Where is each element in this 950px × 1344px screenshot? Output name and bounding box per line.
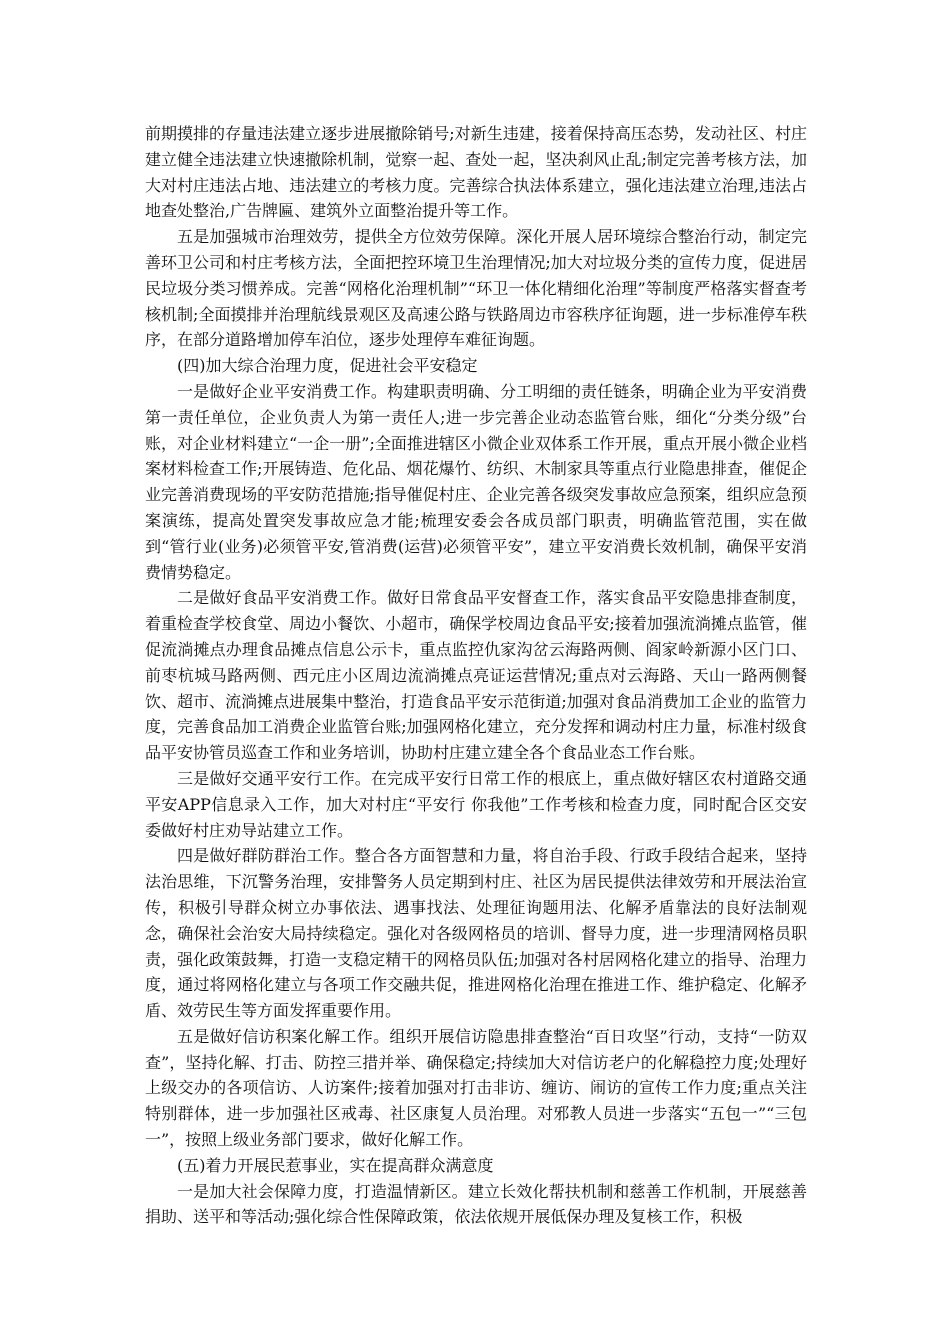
paragraph-6: 四是做好群防群治工作。整合各方面智慧和力量，将自治手段、行政手段结合起来，坚持法治思维，下沉警务治理，安排警务人员定期到村庄、社区为居民提供法律效劳和开展法治宣传，积极引导群众树立办事依法、遇事找法、处理征询题用法、化解矛盾靠法的良好法制观念，确保社会治安大局持续稳定。强化对各级网格员的培训、督导力度，进一步理清网格员职责，强化政策鼓舞，打造一支稳定精干的网格员队伍;加强对各村居网格化建立的指导、治理力度，通过将网格化建立与各项工作交融共促，推进网格化治理在推进工作、维护稳定、化解矛盾、效劳民生等方面发挥重要作用。	[145, 846, 807, 1021]
paragraph-1: 前期摸排的存量违法建立逐步进展撤除销号;对新生违建，接着保持高压态势，发动社区、村庄建立健全违法建立快速撤除机制，觉察一起、查处一起，坚决刹风止乱;制定完善考核方法，加大对村庄违法占地、违法建立的考核力度。完善综合执法体系建立，强化违法建立治理,违法占地查处整治,广告牌匾、建筑外立面整治提升等工作。	[145, 124, 807, 221]
paragraph-4: 二是做好食品平安消费工作。做好日常食品平安督查工作，落实食品平安隐患排查制度，着重检查学校食堂、周边小餐饮、小超市，确保学校周边食品平安;接着加强流淌摊点监管，催促流淌摊点办理食品摊点信息公示卡，重点监控仇家沟岔云海路两侧、阎家岭新源小区门口、前枣杭城马路两侧、西元庄小区周边流淌摊点亮证运营情况;重点对云海路、天山一路两侧餐饮、超市、流淌摊点进展集中整治，打造食品平安示范街道;加强对食品消费加工企业的监管力度，完善食品加工消费企业监管台账;加强网格化建立，充分发挥和调动村庄力量，标准村级食品平安协管员巡查工作和业务培训，协助村庄建立建全各个食品业态工作台账。	[145, 588, 807, 763]
paragraph-8: 一是加大社会保障力度，打造温情新区。建立长效化帮扶机制和慈善工作机制，开展慈善捐助、送平和等活动;强化综合性保障政策，依法依规开展低保办理及复核工作，积极	[145, 1181, 807, 1227]
document-body	[145, 121, 807, 1230]
paragraph-5: 三是做好交通平安行工作。在完成平安行日常工作的根底上，重点做好辖区农村道路交通平安APP信息录入工作，加大对村庄“平安行 你我他”工作考核和检查力度，同时配合区交安委做好村庄劝导站建立工作。	[145, 768, 807, 840]
section-heading-4: (四)加大综合治理力度，促进社会平安稳定	[177, 356, 478, 376]
paragraph-2: 五是加强城市治理效劳，提供全方位效劳保障。深化开展人居环境综合整治行动，制定完善环卫公司和村庄考核方法，全面把控环境卫生治理情况;加大对垃圾分类的宣传力度，促进居民垃圾分类习惯养成。完善“网格化治理机制”“环卫一体化精细化治理”等制度严格落实督查考核机制;全面摸排并治理航线景观区及高速公路与铁路周边市容秩序征询题，进一步标准停车秩序，在部分道路增加停车泊位，逐步处理停车难征询题。	[145, 227, 807, 350]
paragraph-3: 一是做好企业平安消费工作。构建职责明确、分工明细的责任链条，明确企业为平安消费第一责任单位，企业负责人为第一责任人;进一步完善企业动态监管台账，细化“分类分级”台账，对企业材料建立“一企一册”;全面推进辖区小微企业双体系工作开展，重点开展小微企业档案材料检查工作;开展铸造、危化品、烟花爆竹、纺织、木制家具等重点行业隐患排查，催促企业完善消费现场的平安防范措施;指导催促村庄、企业完善各级突发事故应急预案，组织应急预案演练，提高处置突发事故应急才能;梳理安委会各成员部门职责，明确监管范围，实在做到“管行业(业务)必须管平安,管消费(运营)必须管平安”，建立平安消费长效机制，确保平安消费情势稳定。	[145, 381, 807, 582]
paragraph-7: 五是做好信访积案化解工作。组织开展信访隐患排查整治“百日攻坚”行动，支持“一防双查”，坚持化解、打击、防控三措并举、确保稳定;持续加大对信访老户的化解稳控力度;处理好上级交办的各项信访、人访案件;接着加强对打击非访、缠访、闹访的宣传工作力度;重点关注特别群体，进一步加强社区戒毒、社区康复人员治理。对邪教人员进一步落实“五包一”“三包一”，按照上级业务部门要求，做好化解工作。	[145, 1026, 807, 1150]
section-heading-5: (五)着力开展民惹事业，实在提高群众满意度	[177, 1155, 494, 1175]
